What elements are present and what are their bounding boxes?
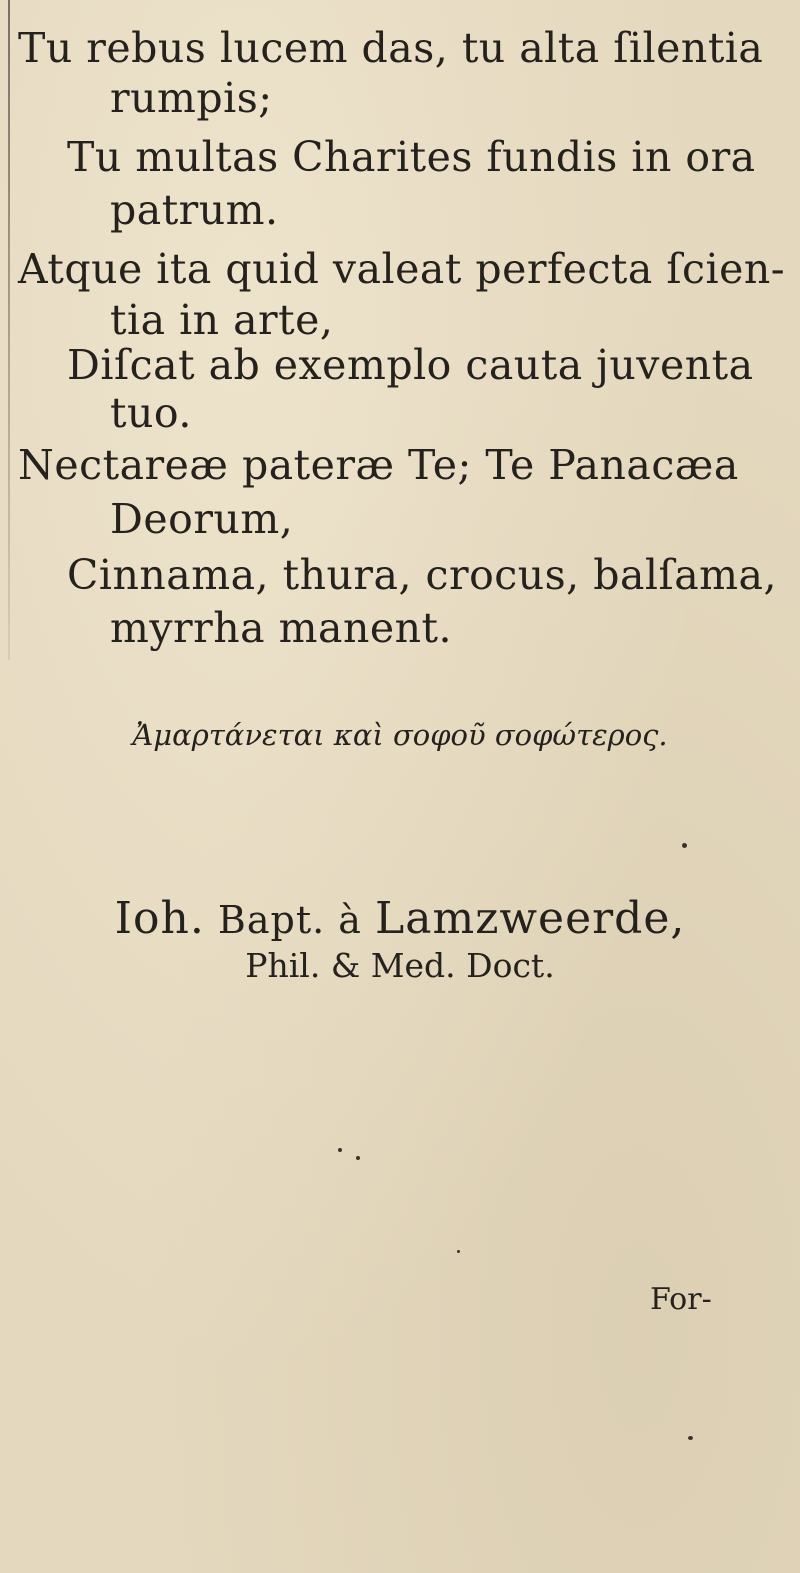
verse-line-4: patrum.	[110, 186, 279, 234]
author-degree: Phil. & Med. Doct.	[245, 946, 555, 985]
verse-line-2: rumpis;	[110, 74, 273, 122]
paper-speck	[338, 1148, 342, 1152]
paper-speck	[356, 1156, 360, 1160]
author-preposition: à	[338, 898, 362, 942]
verse-line-6: tia in arte,	[110, 296, 334, 344]
verse-line-1: Tu rebus lucem das, tu alta ſilentia	[18, 24, 764, 72]
author-middle-name: Bapt.	[217, 898, 326, 942]
verse-line-8: tuo.	[110, 389, 192, 437]
verse-line-7: Diſcat ab exemplo cauta juventa	[67, 341, 754, 389]
binding-gutter	[8, 0, 10, 660]
catchword: For-	[650, 1282, 712, 1317]
verse-line-5: Atque ita quid valeat perfecta ſcien-	[18, 245, 786, 293]
verse-line-10: Deorum,	[110, 495, 294, 543]
verse-line-9: Nectareæ pateræ Te; Te Panacæa	[18, 441, 739, 489]
author-surname: Lamzweerde,	[375, 893, 686, 944]
paper-speck	[457, 1250, 460, 1253]
paper-speck	[682, 843, 687, 848]
greek-motto: Ἀμαρτάνεται καὶ σοφοῦ σοφώτερος.	[132, 718, 668, 752]
verse-line-11: Cinnama, thura, crocus, balſama,	[67, 551, 778, 599]
paper-speck	[688, 1436, 693, 1440]
verse-line-3: Tu multas Charites fundis in ora	[67, 133, 756, 181]
author-signature	[0, 893, 800, 944]
verse-line-12: myrrha manent.	[110, 604, 453, 652]
author-forename: Ioh.	[114, 893, 205, 944]
